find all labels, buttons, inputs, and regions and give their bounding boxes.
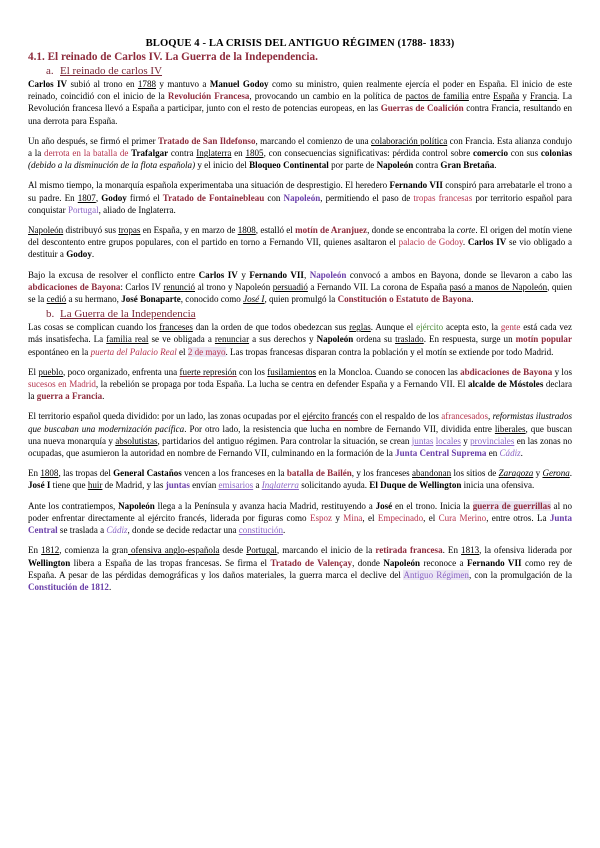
paragraph-11: En 1812, comienza la gran ofensiva anglo-española desde Portugal, marcando el inicio de la retirada francesa. En 1813, la ofensiva liderada por Wellington libera a España de las tropas francesas. Se firma el Tratado de Valençay, donde Napoleón reconoce a Fernando VII como rey de España. A pesar de las pérdidas demográficas y los daños materiales, la guerra marca el declive del Antiguo Régimen, con la promulgación de la Constitución de 1812. xyxy=(28,545,573,592)
document-page xyxy=(28,38,572,593)
paragraph-7: El pueblo, poco organizado, enfrenta una fuerte represión con los fusilamientos en la Moncloa. Cuando se conocen las abdicaciones de Bayona y los sucesos en Madrid, la rebelión se propaga por toda España. La lucha se centra en defender España y a Fernando VII. El alcalde de Móstoles declara la guerra a Francia. xyxy=(28,366,572,402)
subsection-b-heading: b. La Guerra de la Independencia xyxy=(46,308,196,321)
paragraph-2: Un año después, se firmó el primer Tratado de San Ildefonso, marcando el comienzo de una colaboración política con Francia. Esta alianza condujo a la derrota en la batalla de Trafalgar contra Inglaterra en 1805, con consecuencias significativas: pérdida control sobre comercio con sus colonias (debido a la disminución de la flota española) y el inicio del Bloqueo Continental por parte de Napoleón contra Gran Bretaña. xyxy=(28,135,573,171)
paragraph-6: Las cosas se complican cuando los franceses dan la orden de que todos obedezcan sus reglas. Aunque el ejército acepta esto, la gente está cada vez más insatisfecha. La familia real se ve obligada a renunciar a sus derechos y Napoleón ordena su traslado. En respuesta, surge un motín popular espontáneo en la puerta del Palacio Real el 2 de mayo. Las tropas francesas disparan contra la población y el motín se extiende por todo Madrid. xyxy=(28,322,572,357)
paragraph-4: Napoleón distribuyó sus tropas en España, y en marzo de 1808, estalló el motín de Aranjuez, donde se encontraba la corte. El origen del motín viene del descontento entre grupos populares, con el partido en torno a Fernando VII, quienes asaltaron el palacio de Godoy. Carlos IV se vio obligado a destituir a Godoy. xyxy=(28,225,572,260)
section-heading: 4.1. El reinado de Carlos IV. La Guerra de la Independencia. xyxy=(28,51,318,63)
paragraph-1: Carlos IV subió al trono en 1788 y mantuvo a Manuel Godoy como su ministro, quien realmente ejercía el poder en España. El inicio de este reinado, coincidió con el inicio de la Revolución Francesa, provocando un cambio en la política de pactos de familia entre España y Francia. La Revolución francesa llevó a España a participar, junto con el resto de potencias europeas, en las Guerras de Coalición contra Francia, resultando en una derrota para España. xyxy=(28,79,573,126)
paragraph-10: Ante los contratiempos, Napoleón llega a la Península y avanza hacia Madrid, restituyendo a José en el trono. Inicia la guerra de guerrillas al no poder enfrentar directamente al ejército francés, liderada por figuras como Espoz y Mina, el Empecinado, el Cura Merino, entre otros. La Junta Central se traslada a Cádiz, donde se decide redactar una constitución. xyxy=(28,500,572,536)
page-title: BLOQUE 4 - LA CRISIS DEL ANTIGUO RÉGIMEN (1788- 1833) xyxy=(145,38,455,49)
subsection-a-heading: a. El reinado de carlos IV xyxy=(46,65,163,77)
paragraph-5: Bajo la excusa de resolver el conflicto entre Carlos IV y Fernando VII, Napoleón convocó a ambos en Bayona, donde se llevaron a cabo las abdicaciones de Bayona: Carlos IV renunció al trono y Napoleón persuadió a Fernando VII. La corona de España pasó a manos de Napoleón, quien se la cedió a su hermano, José Bonaparte, conocido como José I, quien promulgó la Constitución o Estatuto de Bayona. xyxy=(28,269,573,305)
paragraph-3: Al mismo tiempo, la monarquía española experimentaba una situación de desprestigio. El heredero Fernando VII conspiró para arrebatarle el trono a su padre. En 1807, Godoy firmó el Tratado de Fontainebleau con Napoleón, permitiendo el paso de tropas francesas por territorio español para conquistar Portugal, aliado de Inglaterra. xyxy=(28,180,573,215)
paragraph-8: El territorio español queda dividido: por un lado, las zonas ocupadas por el ejército francés con el respaldo de los afrancesados, reformistas ilustrados que buscaban una modernización pacífica. Por otro lado, la resistencia que lucha en nombre de Fernando VII, dividida entre liberales, que buscan una nueva monarquía y absolutistas, partidarios del antiguo régimen. Para controlar la situación, se crean juntas locales y provinciales en las zonas no ocupadas, que asumieron la autoridad en nombre de Fernando VII, culminando en la formación de la Junta Central Suprema en Cádiz. xyxy=(28,411,572,459)
paragraph-9: En 1808, las tropas del General Castaños vencen a los franceses en la batalla de Bailén, y los franceses abandonan los sitios de Zaragoza y Gerona. José I tiene que huir de Madrid, y las juntas envían emisarios a Inglaterra solicitando ayuda. El Duque de Wellington inicia una ofensiva. xyxy=(28,468,573,491)
